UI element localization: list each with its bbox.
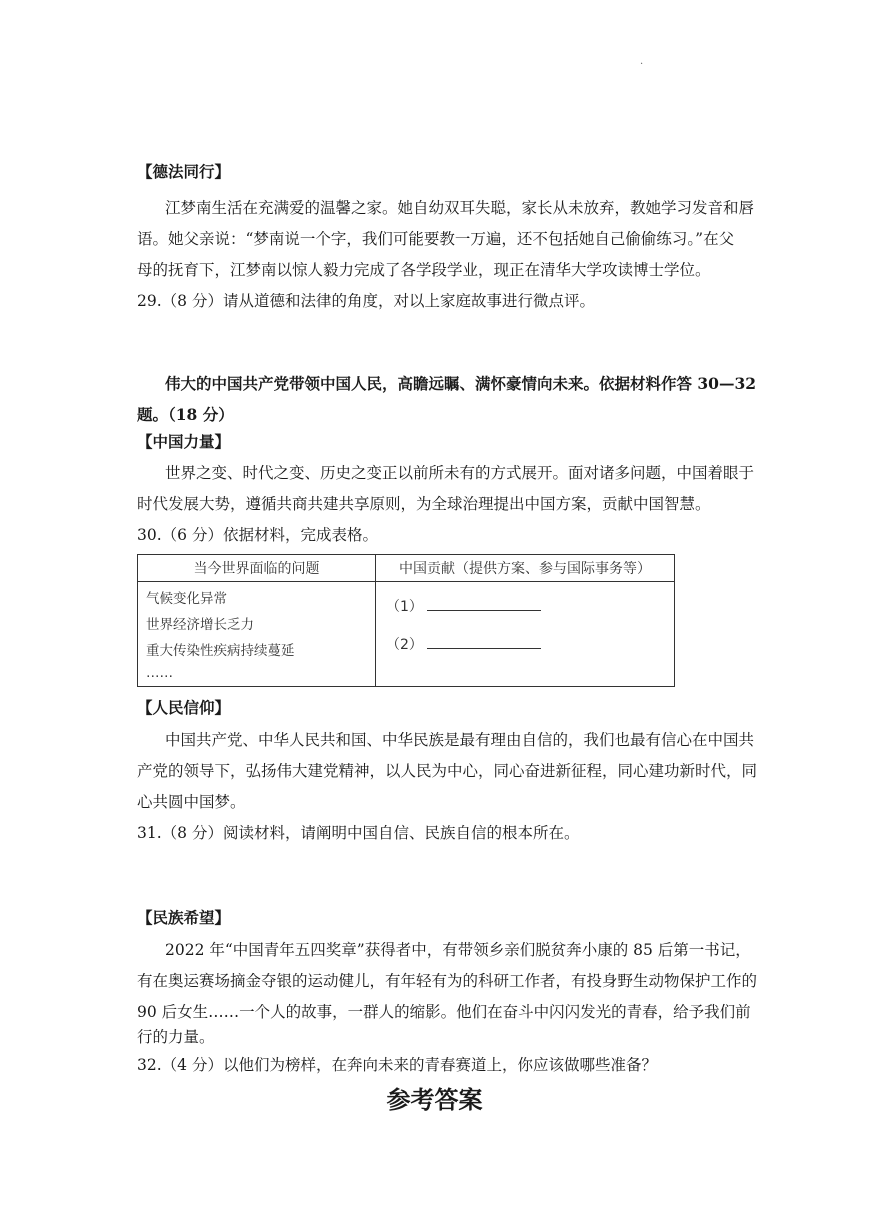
table-header-contribution: 中国贡献（提供方案、参与国际事务等） (376, 555, 675, 582)
problems-cell (138, 582, 376, 687)
blank-label-1: （1） (386, 599, 423, 615)
paragraph-line: 世界之变、时代之变、历史之变正以前所未有的方式展开。面对诸多问题，中国着眼于 (165, 464, 755, 482)
blank-row-2 (386, 634, 664, 654)
paragraph-line: 90 后女生……一个人的故事，一群人的缩影。他们在奋斗中闪闪发光的青春，给予我们前 (137, 1003, 751, 1021)
intro-line: 伟大的中国共产党带领中国人民，高瞻远瞩、满怀豪情向未来。依据材料作答 30—32 (165, 374, 757, 393)
problem-item: …… (146, 665, 173, 681)
section-heading-china-power: 【中国力量】 (137, 432, 231, 451)
problem-item: 气候变化异常 (146, 591, 227, 607)
paragraph-line: 江梦南生活在充满爱的温馨之家。她自幼双耳失聪，家长从未放弃，教她学习发音和唇 (165, 199, 755, 217)
question-30: 30.（6 分）依据材料，完成表格。 (137, 526, 378, 544)
section-heading-faith: 【人民信仰】 (137, 698, 231, 717)
contribution-cell (376, 582, 675, 687)
question-29: 29.（8 分）请从道德和法律的角度，对以上家庭故事进行微点评。 (137, 292, 595, 310)
paragraph-line: 时代发展大势，遵循共商共建共享原则，为全球治理提出中国方案，贡献中国智慧。 (137, 495, 711, 513)
paragraph-line: 母的抚育下，江梦南以惊人毅力完成了各学段学业，现正在清华大学攻读博士学位。 (137, 261, 711, 279)
paragraph-line: 2022 年“中国青年五四奖章”获得者中，有带领乡亲们脱贫奔小康的 85 后第一书记， (165, 941, 751, 959)
answer-key-title: 参考答案 (386, 1086, 483, 1114)
blank-label-2: （2） (386, 637, 423, 653)
question-32: 32.（4 分）以他们为榜样，在奔向未来的青春赛道上，你应该做哪些准备？ (137, 1056, 657, 1074)
section-heading-defa: 【德法同行】 (137, 162, 231, 181)
blank-row-1 (386, 596, 664, 634)
answer-table (137, 554, 675, 687)
page-dot: . (640, 56, 644, 67)
paragraph-line: 中国共产党、中华人民共和国、中华民族是最有理由自信的，我们也最有信心在中国共 (165, 731, 755, 749)
answer-blank-1[interactable] (427, 596, 541, 611)
problem-item: 世界经济增长乏力 (146, 617, 254, 633)
problem-item: 重大传染性疾病持续蔓延 (146, 643, 295, 659)
intro-line: 题。（18 分） (137, 405, 234, 424)
paragraph-line: 产党的领导下，弘扬伟大建党精神，以人民为中心，同心奋进新征程，同心建功新时代，同 (137, 762, 758, 780)
table-header-problems: 当今世界面临的问题 (138, 555, 376, 582)
answer-blank-2[interactable] (427, 634, 541, 649)
paragraph-line: 心共圆中国梦。 (137, 793, 246, 811)
paragraph-line: 语。她父亲说：“梦南说一个字，我们可能要教一万遍，还不包括她自己偷偷练习。”在父 (137, 230, 735, 248)
question-31: 31.（8 分）阅读材料，请阐明中国自信、民族自信的根本所在。 (137, 824, 580, 842)
section-heading-hope: 【民族希望】 (137, 908, 231, 927)
paragraph-line: 行的力量。 (137, 1028, 215, 1046)
paragraph-line: 有在奥运赛场摘金夺银的运动健儿，有年轻有为的科研工作者，有投身野生动物保护工作的 (137, 972, 758, 990)
